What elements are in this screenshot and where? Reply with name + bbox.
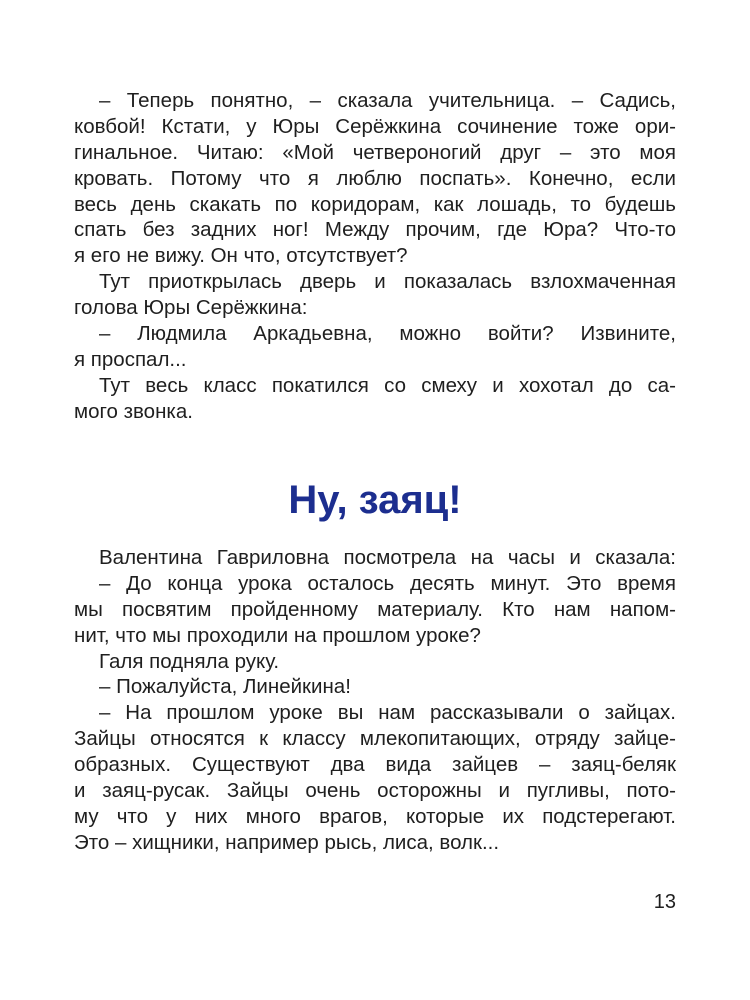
text-line: весь день скакать по коридорам, как лошадь, то будешь bbox=[74, 192, 676, 216]
text-line: ковбой! Кстати, у Юры Серёжкина сочинение тоже ори- bbox=[74, 114, 676, 138]
text-line: му что у них много врагов, которые их подстерегают. bbox=[74, 804, 676, 828]
story-end-text bbox=[74, 88, 676, 425]
text-line: Тут приоткрылась дверь и показалась взлохмаченная bbox=[99, 270, 676, 294]
text-line: – Теперь понятно, – сказала учительница. – Садись, bbox=[99, 89, 676, 112]
text-line: – На прошлом уроке вы нам рассказывали о зайцах. bbox=[99, 701, 676, 725]
text-line: мого звонка. bbox=[74, 399, 193, 423]
text-line: – Людмила Аркадьевна, можно войти? Извините, bbox=[99, 322, 676, 346]
text-line: Тут весь класс покатился со смеху и хохотал до са- bbox=[99, 373, 676, 397]
page-number: 13 bbox=[653, 891, 676, 913]
text-line: спать без задних ног! Между прочим, где Юра? Что-то bbox=[74, 218, 676, 242]
text-line: кровать. Потому что я люблю поспать». Конечно, если bbox=[74, 166, 676, 190]
chapter-title: Ну, заяц! bbox=[288, 478, 462, 522]
text-line: я проспал... bbox=[74, 347, 187, 371]
text-line: Это – хищники, например рысь, лиса, волк... bbox=[74, 830, 500, 854]
text-line: гинальное. Читаю: «Мой четвероногий друг – это моя bbox=[74, 140, 676, 164]
text-line: Галя подняла руку. bbox=[99, 649, 280, 673]
text-line: Валентина Гавриловна посмотрела на часы и сказала: bbox=[99, 546, 676, 569]
text-line: Зайцы относятся к классу млекопитающих, отряду зайце- bbox=[74, 727, 676, 751]
story-start-text bbox=[74, 545, 676, 856]
text-line: – Пожалуйста, Линейкина! bbox=[99, 675, 351, 699]
text-line: голова Юры Серёжкина: bbox=[74, 296, 308, 320]
text-line: нит, что мы проходили на прошлом уроке? bbox=[74, 623, 481, 647]
text-line: образных. Существуют два вида зайцев – заяц-беляк bbox=[74, 753, 676, 777]
text-line: мы посвятим пройденному материалу. Кто нам напом- bbox=[74, 597, 676, 621]
text-line: – До конца урока осталось десять минут. Это время bbox=[99, 571, 676, 595]
text-line: я его не вижу. Он что, отсутствует? bbox=[74, 244, 408, 268]
text-line: и заяц-русак. Зайцы очень осторожны и пугливы, пото- bbox=[74, 779, 676, 803]
